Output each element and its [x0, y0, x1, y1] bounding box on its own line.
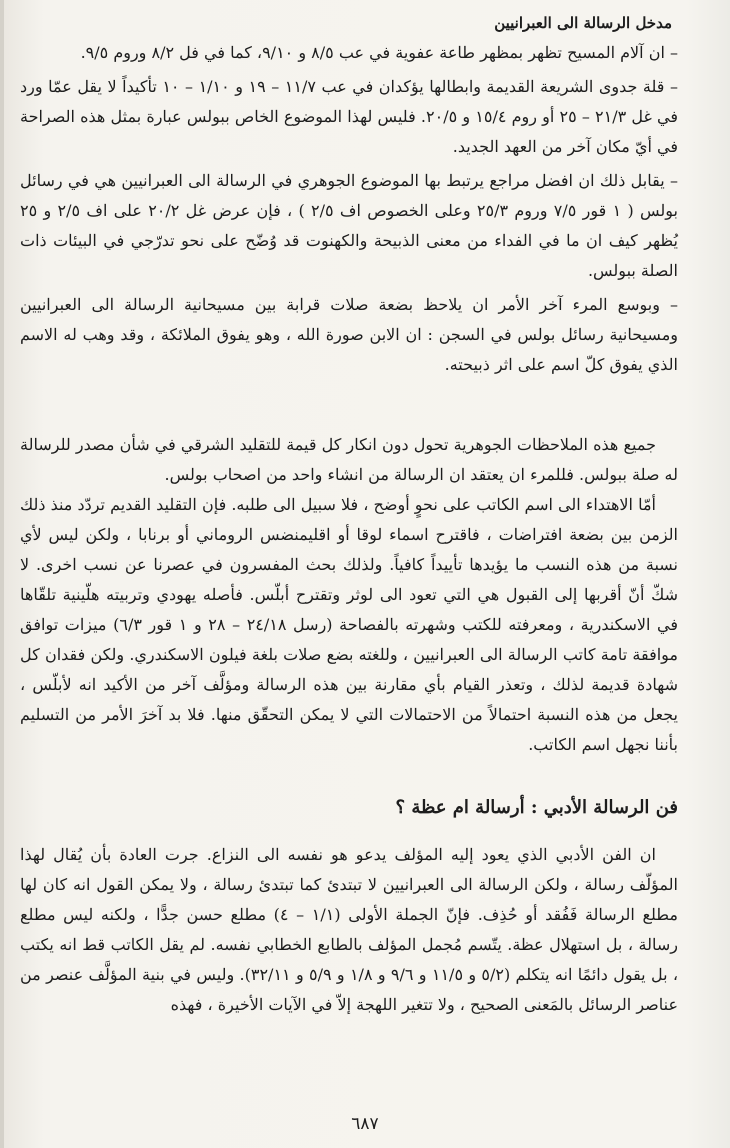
paragraph-eastern-tradition: جميع هذه الملاحظات الجوهرية تحول دون انكار كل قيمة للتقليد الشرقي في شأن مصدر للرسالة له صلة ببولس. فللمرء ان يعتقد ان الرسالة من انشاء واحد من اصحاب بولس.: [20, 435, 678, 484]
bullet-passion-obedience: – ان آلام المسيح تظهر بمظهر طاعة عفوية في عب ٨/٥ و ٩/١٠، كما في فل ٨/٢ وروم ٩/٥.: [80, 43, 678, 62]
bullet-old-law: – قلة جدوى الشريعة القديمة وابطالها يؤكدان في عب ١١/٧ – ١٩ و ١/١٠ – ١٠ تأكيداً لا يقل عمّا ورد في غل ٢١/٣ – ٢٥ أو روم ١٥/٤ و ٢٠/٥. فليس لهذا الموضوع الخاص ببولس عبارة بمثل هذه الصراحة في أيّ مكان آخر من العهد الجديد.: [20, 77, 679, 156]
bullet-pauline-references: – يقابل ذلك ان افضل مراجع يرتبط بها الموضوع الجوهري في الرسالة الى العبرانيين هي في رسائل بولس ( ١ قور ٧/٥ وروم ٢٥/٣ وعلى الخصوص اف ٢/٥ ) ، فإن عرض غل ٢٠/٢ على اف ٢/٥ و ٢٥ يُظهر كيف ان ما في الفداء من معنى الذبيحة والكهنوت قد وُضّح على نحو تدرّجي في البيئات ذات الصلة ببولس.: [20, 171, 679, 280]
paragraph-literary-genre: ان الفن الأدبي الذي يعود إليه المؤلف يدعو هو نفسه الى النزاع. جرت العادة بأن يُقال لهذا المؤلّف رسالة ، ولكن الرسالة الى العبرانيين لا تبتدئ كما تبتدئ رسالة ، ولا يمكن القول انه كان لها مطلع الرسالة فَفُقد أو حُذِف. فإنّ الجملة الأولى (١/١ – ٤) مطلع حسن جدًّا ، ولكنه ليس مطلع رسالة ، بل استهلال عظة. يتّسم مُجمل المؤلف بالطابع الخطابي نفسه. لم يقل الكاتب قط انه يكتب ، بل يقول دائمًا انه يتكلم (٥/٢ و ١١/٥ و ٩/٦ و ١/٨ و ٥/٩ و ٣٢/١١). وليس في بنية المؤلَّف عنصر من عناصر الرسائل بالمَعنى الصحيح ، ولا تتغير اللهجة إلاّ في الآيات الأخيرة ، فهذه: [20, 845, 679, 1014]
scan-shadow-edge: [0, 0, 4, 1148]
paragraph-author-identity: أمّا الاهتداء الى اسم الكاتب على نحوٍ أوضح ، فلا سبيل الى طلبه. فإن التقليد القديم تردّد منذ ذلك الزمن بين بضعة افتراضات ، فاقترح اسماء لوقا أو اقليمنضس الروماني أو برنابا ، ولكن ليس لأي نسبة من هذه النسب ما يؤيدها تأييداً كافياً. ولذلك بحث المفسرون في عصرنا عن نسب اخرى. لا شكّ أنّ أقربها إلى القبول هي التي تعود الى لوثر وتقترح أبلّس. فأصله يهودي وتربيته هلّينية تلقّاها في الاسكندرية ، ومعرفته للكتب وشهرته بالفصاحة (رسل ٢٤/١٨ – ٢٨ و ١ قور ٦/٣) ميزات توافق موافقة تامة كاتب الرسالة الى العبرانيين ، وللغته بضع صلات بلغة فيلون الاسكندري. ولكن فقدان كل شهادة قديمة لذلك ، وتعذر القيام بأي مقارنة بين هذه الرسالة ومؤلَّف آخر من الأكيد انه لأبلّس ، يجعل من هذه النسبة احتمالاً من الاحتمالات التي لا يمكن التحقّق منها. فلا بد آخرَ الأمر من التسليم بأننا نجهل اسم الكاتب.: [20, 495, 679, 754]
running-head: مدخل الرسالة الى العبرانيين: [494, 14, 672, 32]
spacer: [20, 384, 678, 430]
spacer: [20, 760, 678, 794]
page-number: ٦٨٧: [351, 1114, 379, 1134]
section-heading: فن الرسالة الأدبي : أرسالة ام عظة ؟: [395, 797, 678, 818]
bullet-christology: – وبوسع المرء آخر الأمر ان يلاحظ بضعة صلات قرابة بين مسيحانية الرسالة الى العبرانيين ومسيحانية رسائل بولس في السجن : ان الابن صورة الله ، وهو يفوق الملائكة ، وقد وهب له الاسم الذي يفوق كلّ اسم على اثر ذبيحته.: [20, 295, 678, 374]
